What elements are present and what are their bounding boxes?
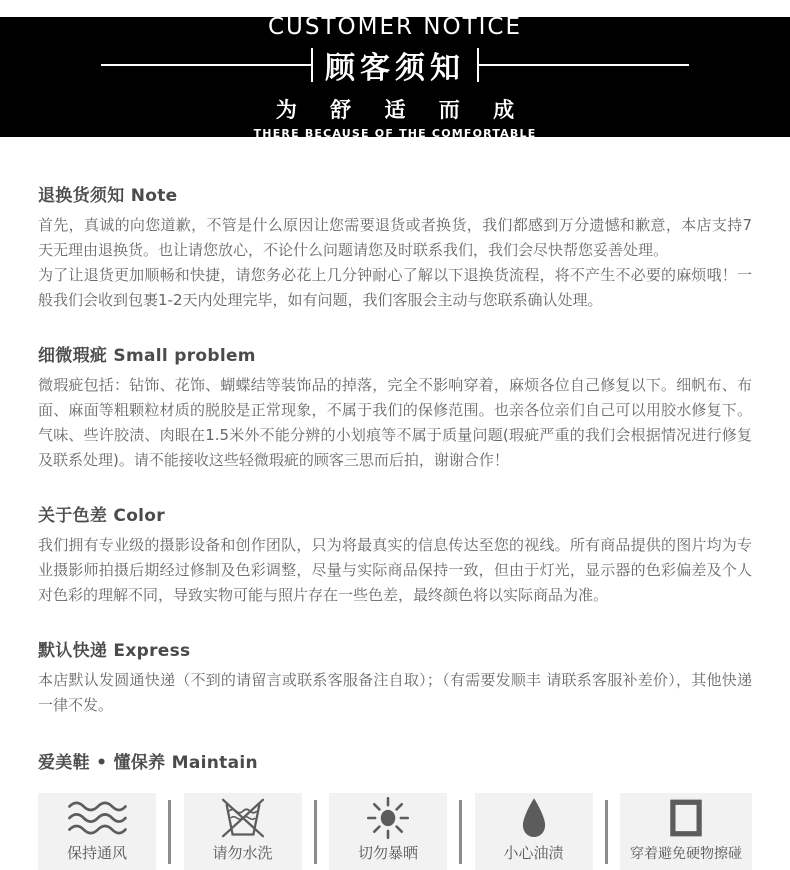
- no-wash-icon: [217, 793, 269, 842]
- care-instructions-row: [38, 793, 752, 870]
- care-box-no-wash: [184, 793, 302, 870]
- square-icon: [665, 793, 707, 843]
- section-maintain: [38, 748, 752, 773]
- section-returns-title: 退换货须知 Note: [38, 186, 178, 206]
- care-box-ventilation: [38, 793, 156, 870]
- section-express-title: 默认快递 Express: [38, 641, 191, 661]
- care-box-no-sun: [329, 793, 447, 870]
- right-rule-line: [479, 64, 689, 66]
- droplet-icon: [515, 793, 553, 842]
- header-banner: [0, 14, 790, 140]
- section-flaws-title: 细微瑕疵 Small problem: [38, 346, 256, 366]
- care-box-hard-objects: [620, 793, 752, 870]
- section-returns-paragraph-1: 首先，真诚的向您道歉，不管是什么原因让您需要退货或者换货，我们都感到万分遗憾和歉意，本店支持7天无理由退换货。也让请您放心，不论什么问题请您及时联系我们，我们会尽快帮您妥善处理。: [38, 216, 752, 259]
- waves-icon: [65, 793, 129, 842]
- care-label-ventilation: 保持通风: [66, 844, 127, 862]
- care-divider: [459, 800, 462, 864]
- care-divider: [314, 800, 317, 864]
- section-color-title: 关于色差 Color: [38, 506, 165, 526]
- header-title-row: [101, 43, 689, 87]
- sun-icon: [364, 793, 412, 842]
- section-color: [38, 501, 752, 608]
- customer-notice-page: [0, 14, 790, 862]
- care-box-oil: [475, 793, 593, 870]
- care-divider: [605, 800, 608, 864]
- header-title-cn: 顾客须知: [325, 51, 465, 86]
- section-returns-paragraph-2: 为了让退货更加顺畅和快捷，请您务必花上几分钟耐心了解以下退换货流程，将不产生不必要的麻烦哦！一般我们会收到包裹1-2天内处理完毕，如有问题，我们客服会主动与您联系确认处理。: [38, 266, 752, 309]
- section-flaws-paragraph: 微瑕疵包括：钻饰、花饰、蝴蝶结等装饰品的掉落，完全不影响穿着，麻烦各位自己修复以下。细帆布、布面、麻面等粗颗粒材质的脱胶是正常现象，不属于我们的保修范围。也亲各位亲们自己可以用胶水修复下。气味、些许胶渍、肉眼在1.5米外不能分辨的小划痕等不属于质量问题(瑕疵严重的我们会根据情况进行修复及联系处理)。请不能接收这些轻微瑕疵的顾客三思而后拍，谢谢合作！: [38, 376, 752, 469]
- section-color-paragraph: 我们拥有专业级的摄影设备和创作团队，只为将最真实的信息传达至您的视线。所有商品提供的图片均为专业摄影师拍摄后期经过修制及色彩调整，尽量与实际商品保持一致，但由于灯光，显示器的色彩偏差及个人对色彩的理解不同，导致实物可能与照片存在一些色差，最终颜色将以实际商品为准。: [38, 536, 752, 604]
- care-label-no-wash: 请勿水洗: [212, 844, 273, 862]
- section-returns: [38, 181, 752, 313]
- left-rule-line: [101, 64, 311, 66]
- section-express: [38, 636, 752, 718]
- care-divider: [168, 800, 171, 864]
- care-label-no-sun: 切勿暴晒: [357, 844, 418, 862]
- header-slogan-en: THERE BECAUSE OF THE COMFORTABLE: [253, 127, 537, 140]
- notice-content: [0, 181, 790, 870]
- header-slogan-cn: 为 舒 适 而 成: [275, 98, 528, 122]
- care-label-hard-objects: 穿着避免硬物擦碰: [630, 846, 742, 862]
- care-label-oil: 小心油渍: [503, 844, 564, 862]
- header-title-en: CUSTOMER NOTICE: [267, 14, 523, 40]
- section-maintain-title: 爱美鞋 • 懂保养 Maintain: [38, 753, 258, 773]
- section-flaws: [38, 341, 752, 473]
- section-express-paragraph: 本店默认发圆通快递（不到的请留言或联系客服备注自取）；（有需要发顺丰 请联系客服补差价），其他快递一律不发。: [38, 671, 752, 714]
